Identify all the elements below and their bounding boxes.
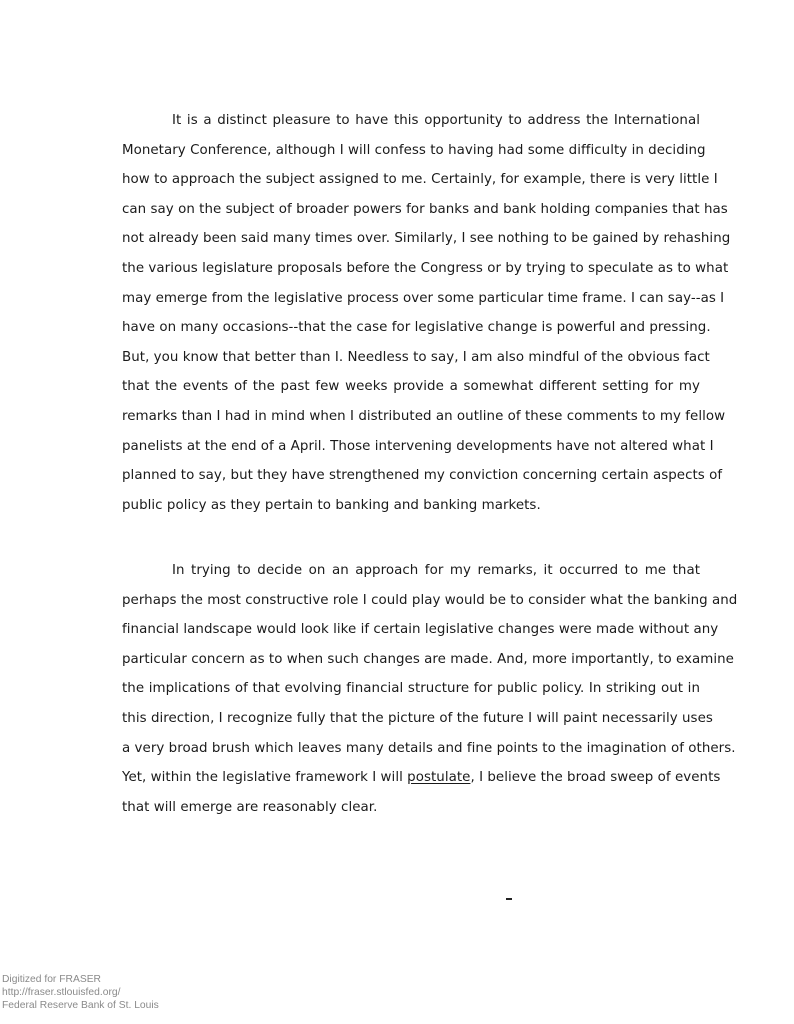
footer-line: Federal Reserve Bank of St. Louis (2, 1000, 159, 1012)
footer-line: Digitized for FRASER (2, 974, 101, 985)
paragraph-1 (122, 113, 731, 527)
text-line: the implications of that evolving financial structure for public policy. In striking out in (122, 681, 700, 697)
text-segment: Yet, within the legislative framework I will (122, 770, 408, 786)
text-line: a very broad brush which leaves many details and fine points to the imagination of others. (122, 740, 736, 756)
text-line: this direction, I recognize fully that the picture of the future I will paint necessarily uses (122, 710, 713, 726)
text-line: It is a distinct pleasure to have this opportunity to address the International (172, 113, 700, 128)
footer-url: http://fraser.stlouisfed.org/ (2, 987, 121, 999)
text-line: not already been said many times over. Similarly, I see nothing to be gained by rehashing (122, 231, 731, 247)
text-line: remarks than I had in mind when I distributed an outline of these comments to my fellow (122, 408, 726, 424)
text-line: how to approach the subject assigned to me. Certainly, for example, there is very little I (122, 172, 718, 188)
text-line: that the events of the past few weeks provide a somewhat different setting for my (122, 379, 700, 395)
text-segment: , I believe the broad sweep of events (470, 770, 721, 786)
fraser-footer (2, 973, 159, 1013)
text-line: public policy as they pertain to banking and banking markets. (122, 497, 541, 513)
text-line: financial landscape would look like if certain legislative changes were made without any (122, 622, 719, 638)
stray-mark (506, 898, 512, 900)
text-line: But, you know that better than I. Needless to say, I am also mindful of the obvious fact (122, 349, 710, 365)
text-line: planned to say, but they have strengthened my conviction concerning certain aspects of (122, 468, 723, 484)
text-line: can say on the subject of broader powers for banks and bank holding companies that has (122, 201, 728, 217)
text-line: In trying to decide on an approach for my remarks, it occurred to me that (172, 563, 700, 578)
text-line: that will emerge are reasonably clear. (122, 799, 378, 815)
text-line: panelists at the end of a April. Those intervening developments have not altered what I (122, 438, 714, 454)
paragraph-2 (122, 563, 738, 829)
text-line: may emerge from the legislative process over some particular time frame. I can say--as I (122, 290, 725, 306)
text-line-with-underline (122, 770, 721, 800)
text-line: particular concern as to when such changes are made. And, more importantly, to examine (122, 651, 734, 667)
text-line: Monetary Conference, although I will confess to having had some difficulty in deciding (122, 142, 706, 158)
underlined-word: postulate (407, 770, 471, 786)
text-line: perhaps the most constructive role I could play would be to consider what the banking and (122, 592, 738, 608)
text-line: have on many occasions--that the case for legislative change is powerful and pressing. (122, 320, 711, 336)
text-line: the various legislature proposals before the Congress or by trying to speculate as to what (122, 260, 729, 276)
